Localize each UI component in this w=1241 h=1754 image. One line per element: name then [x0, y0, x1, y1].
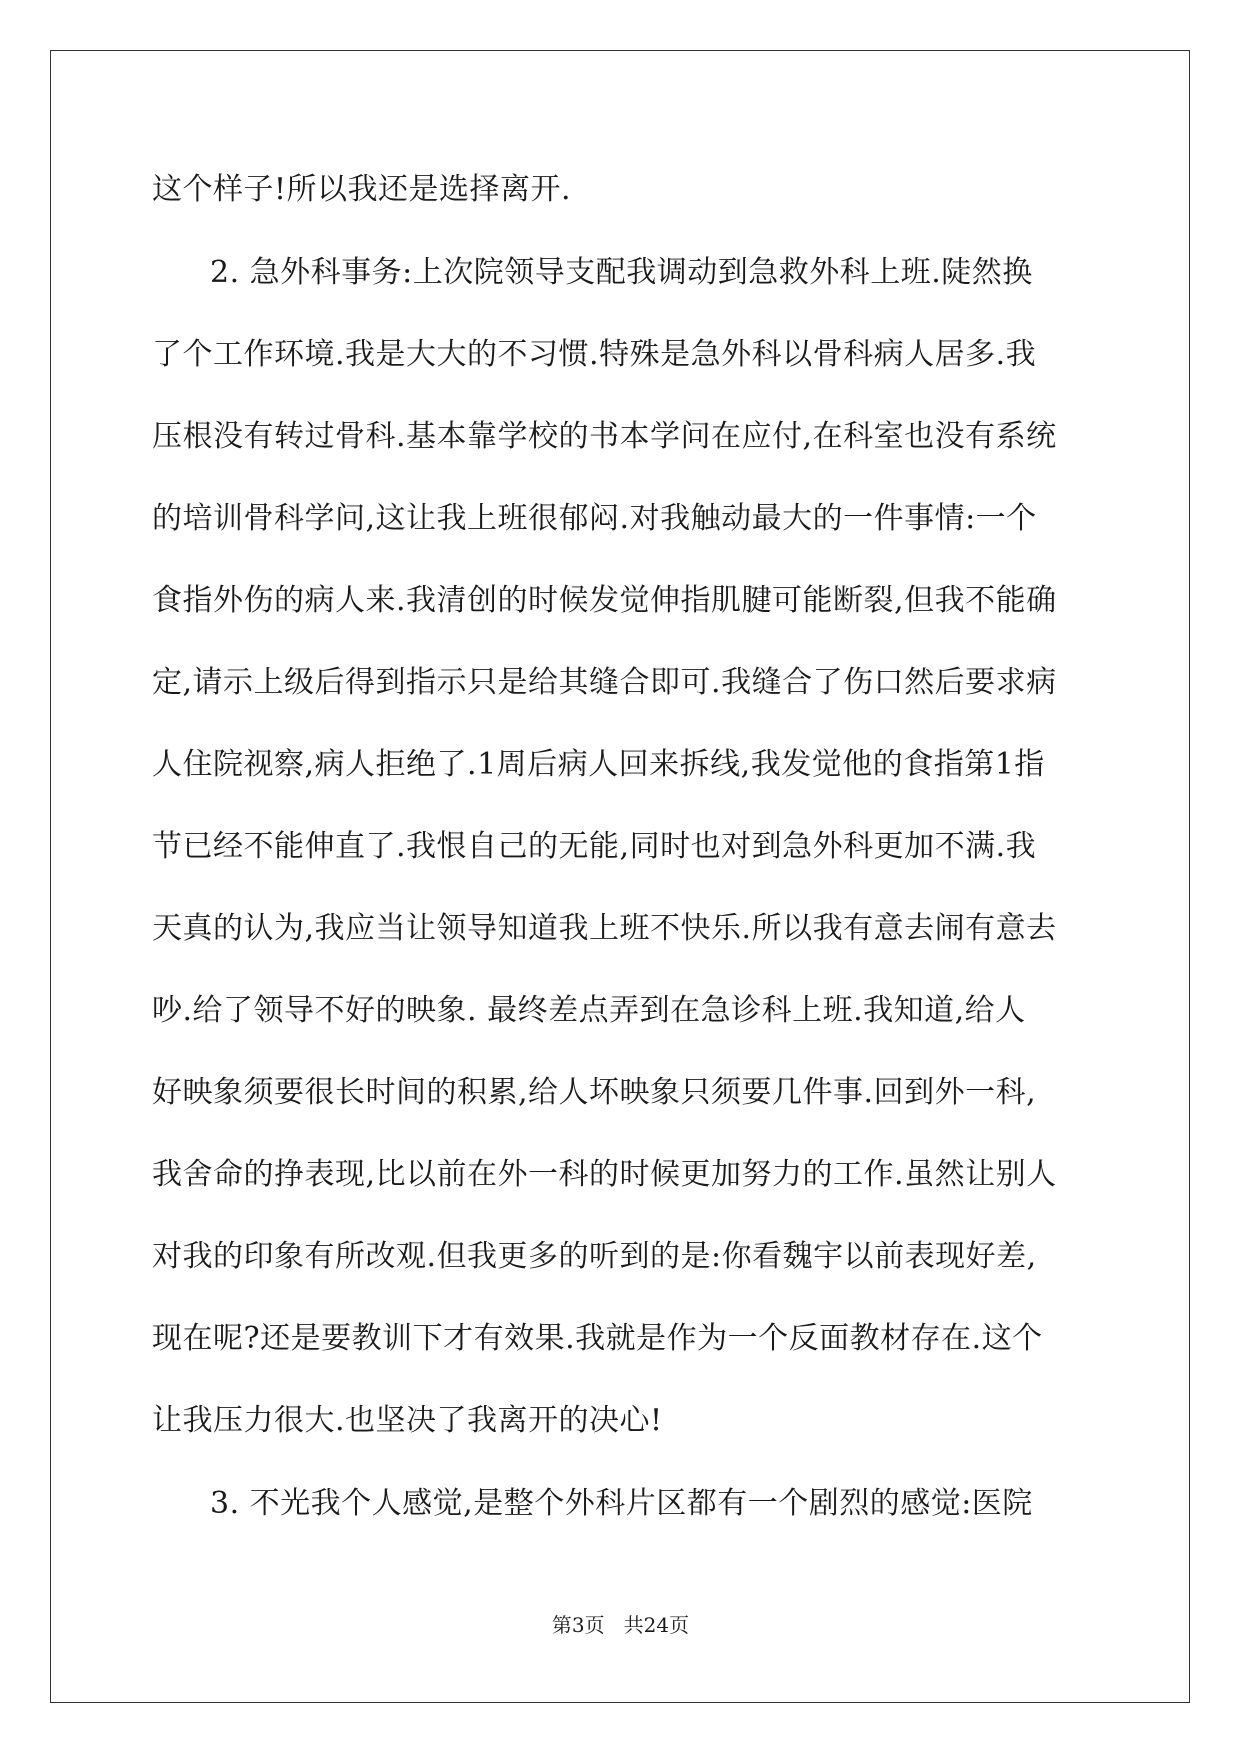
- text-line: 现在呢?还是要教训下才有效果.我就是作为一个反面教材存在.这个: [152, 1321, 1043, 1356]
- text-line: 这个样子!所以我还是选择离开.: [152, 172, 572, 207]
- text-line: 天真的认为,我应当让领导知道我上班不快乐.所以我有意去闹有意去: [152, 911, 1057, 946]
- text-line: 了个工作环境.我是大大的不习惯.特殊是急外科以骨科病人居多.我: [152, 337, 1037, 372]
- text-line: 2. 急外科事务:上次院领导支配我调动到急救外科上班.陡然换: [210, 255, 1033, 290]
- text-line: 3. 不光我个人感觉,是整个外科片区都有一个剧烈的感觉:医院: [210, 1486, 1033, 1521]
- text-line: 食指外伤的病人来.我清创的时候发觉伸指肌腱可能断裂,但我不能确: [152, 583, 1057, 618]
- text-line: 让我压力很大.也坚决了我离开的决心!: [152, 1403, 663, 1438]
- text-line: 的培训骨科学问,这让我上班很郁闷.对我触动最大的一件事情:一个: [152, 501, 1037, 536]
- text-line: 定,请示上级后得到指示只是给其缝合即可.我缝合了伤口然后要求病: [152, 665, 1057, 700]
- text-line: 节已经不能伸直了.我恨自己的无能,同时也对到急外科更加不满.我: [152, 829, 1037, 864]
- text-line: 好映象须要很长时间的积累,给人坏映象只须要几件事.回到外一科,: [152, 1075, 1037, 1110]
- text-line: 压根没有转过骨科.基本靠学校的书本学问在应付,在科室也没有系统: [152, 419, 1057, 454]
- page-border: [50, 50, 1190, 1703]
- page-number-footer: 第3页 共24页: [551, 1613, 690, 1637]
- text-line: 吵.给了领导不好的映象. 最终差点弄到在急诊科上班.我知道,给人: [152, 993, 1026, 1028]
- text-line: 人住院视察,病人拒绝了.1周后病人回来拆线,我发觉他的食指第1指: [152, 747, 1045, 782]
- text-line: 我舍命的挣表现,比以前在外一科的时候更加努力的工作.虽然让别人: [152, 1157, 1057, 1192]
- text-line: 对我的印象有所改观.但我更多的听到的是:你看魏宇以前表现好差,: [152, 1239, 1037, 1274]
